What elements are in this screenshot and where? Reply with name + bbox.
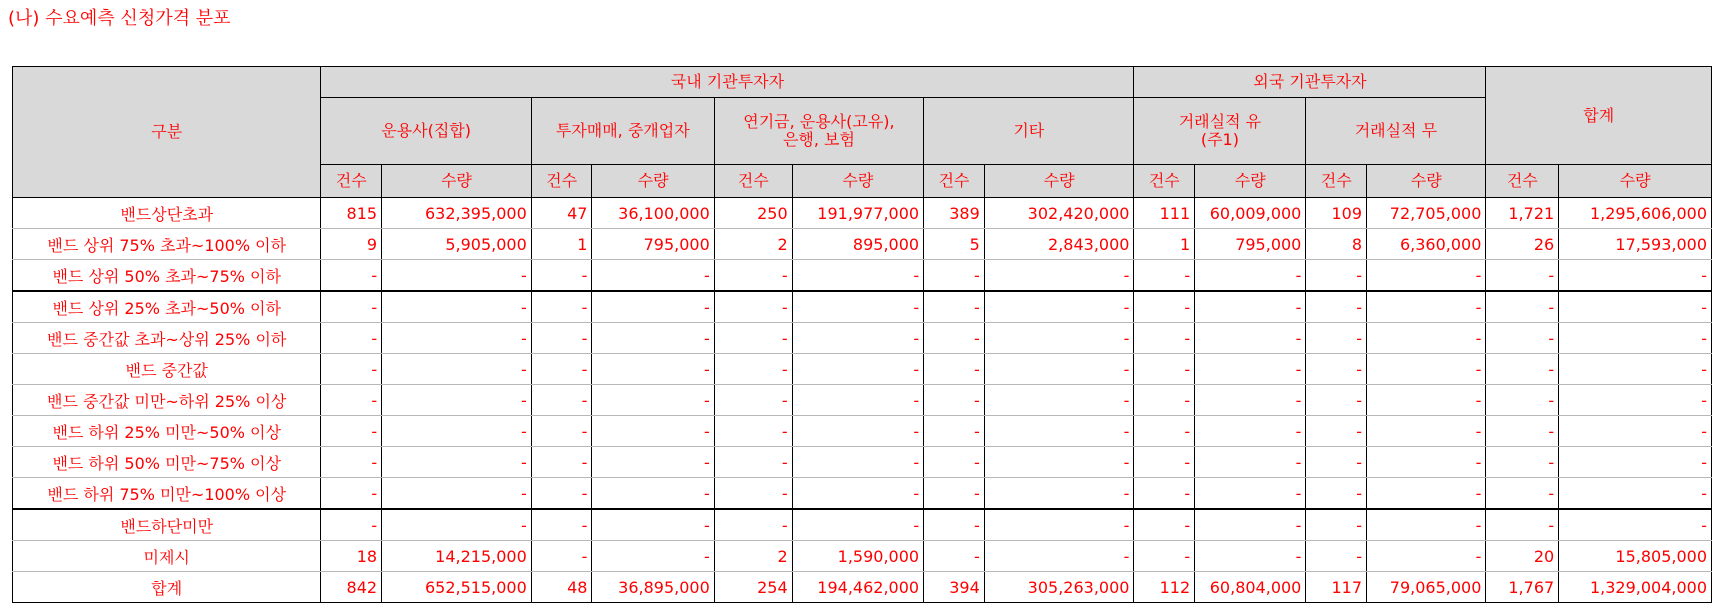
quantity-cell: - <box>592 260 714 292</box>
count-cell: - <box>1306 416 1367 447</box>
count-cell: - <box>1486 509 1559 541</box>
count-cell: - <box>321 354 382 385</box>
quantity-cell: 15,805,000 <box>1559 541 1712 572</box>
quantity-cell: - <box>1195 323 1306 354</box>
count-cell: - <box>924 354 985 385</box>
quantity-cell: 14,215,000 <box>382 541 532 572</box>
quantity-cell: - <box>1367 416 1486 447</box>
quantity-cell: 302,420,000 <box>984 198 1134 229</box>
quantity-cell: 36,100,000 <box>592 198 714 229</box>
count-cell: - <box>531 447 592 478</box>
row-label: 밴드 하위 50% 미만~75% 이상 <box>13 447 321 478</box>
count-cell: 394 <box>924 572 985 603</box>
count-cell: - <box>531 260 592 292</box>
header-quantity: 수량 <box>1195 165 1306 198</box>
table-row <box>13 385 1712 416</box>
count-cell: - <box>714 509 792 541</box>
quantity-cell: - <box>592 385 714 416</box>
row-label: 밴드 상위 25% 초과~50% 이하 <box>13 291 321 323</box>
quantity-cell: - <box>1195 509 1306 541</box>
header-count: 건수 <box>321 165 382 198</box>
header-count: 건수 <box>1486 165 1559 198</box>
count-cell: - <box>321 416 382 447</box>
quantity-cell: - <box>792 323 923 354</box>
count-cell: - <box>714 478 792 510</box>
quantity-cell: - <box>1367 291 1486 323</box>
table-row <box>13 541 1712 572</box>
header-count: 건수 <box>531 165 592 198</box>
count-cell: - <box>1306 323 1367 354</box>
count-cell: - <box>321 385 382 416</box>
count-cell: 8 <box>1306 229 1367 260</box>
quantity-cell: 79,065,000 <box>1367 572 1486 603</box>
quantity-cell: - <box>382 416 532 447</box>
count-cell: - <box>924 260 985 292</box>
quantity-cell: - <box>984 416 1134 447</box>
quantity-cell: - <box>592 478 714 510</box>
quantity-cell: - <box>1559 291 1712 323</box>
count-cell: - <box>924 447 985 478</box>
header-group-pension-line1: 연기금, 운용사(고유), <box>743 112 895 131</box>
count-cell: - <box>924 323 985 354</box>
count-cell: - <box>714 323 792 354</box>
count-cell: 111 <box>1134 198 1195 229</box>
quantity-cell: 2,843,000 <box>984 229 1134 260</box>
quantity-cell: - <box>984 509 1134 541</box>
quantity-cell: - <box>1559 447 1712 478</box>
count-cell: 842 <box>321 572 382 603</box>
header-quantity: 수량 <box>792 165 923 198</box>
quantity-cell: - <box>792 509 923 541</box>
quantity-cell: 632,395,000 <box>382 198 532 229</box>
count-cell: 1 <box>1134 229 1195 260</box>
quantity-cell: - <box>1195 478 1306 510</box>
quantity-cell: - <box>1195 447 1306 478</box>
header-count: 건수 <box>1306 165 1367 198</box>
row-label: 미제시 <box>13 541 321 572</box>
header-group-brokers: 투자매매, 중개업자 <box>531 98 714 165</box>
count-cell: - <box>714 447 792 478</box>
count-cell: - <box>321 478 382 510</box>
count-cell: - <box>531 385 592 416</box>
count-cell: - <box>1134 385 1195 416</box>
count-cell: - <box>924 541 985 572</box>
quantity-cell: 652,515,000 <box>382 572 532 603</box>
table-row <box>13 572 1712 603</box>
count-cell: - <box>1306 385 1367 416</box>
quantity-cell: - <box>984 291 1134 323</box>
count-cell: - <box>1134 291 1195 323</box>
quantity-cell: - <box>1559 416 1712 447</box>
count-cell: 250 <box>714 198 792 229</box>
quantity-cell: - <box>382 509 532 541</box>
quantity-cell: - <box>592 323 714 354</box>
count-cell: - <box>1134 323 1195 354</box>
quantity-cell: 60,804,000 <box>1195 572 1306 603</box>
quantity-cell: 1,590,000 <box>792 541 923 572</box>
quantity-cell: - <box>1367 509 1486 541</box>
count-cell: - <box>1134 354 1195 385</box>
quantity-cell: 1,295,606,000 <box>1559 198 1712 229</box>
header-group-without-trading-record: 거래실적 무 <box>1306 98 1486 165</box>
table-row <box>13 198 1712 229</box>
count-cell: - <box>1486 416 1559 447</box>
count-cell: - <box>924 478 985 510</box>
count-cell: 117 <box>1306 572 1367 603</box>
row-label: 합계 <box>13 572 321 603</box>
quantity-cell: - <box>792 385 923 416</box>
row-label: 밴드하단미만 <box>13 509 321 541</box>
count-cell: - <box>531 291 592 323</box>
quantity-cell: - <box>792 354 923 385</box>
quantity-cell: 795,000 <box>592 229 714 260</box>
count-cell: - <box>1134 447 1195 478</box>
count-cell: - <box>1134 478 1195 510</box>
quantity-cell: - <box>1367 478 1486 510</box>
count-cell: 2 <box>714 541 792 572</box>
header-group-pension-bank-insurance <box>714 98 923 165</box>
header-quantity: 수량 <box>382 165 532 198</box>
row-label: 밴드 하위 25% 미만~50% 이상 <box>13 416 321 447</box>
count-cell: - <box>1134 260 1195 292</box>
row-label: 밴드 중간값 초과~상위 25% 이하 <box>13 323 321 354</box>
count-cell: 20 <box>1486 541 1559 572</box>
quantity-cell: - <box>382 478 532 510</box>
quantity-cell: - <box>1195 416 1306 447</box>
header-group-pension-line2: 은행, 보험 <box>782 130 855 149</box>
table-row <box>13 416 1712 447</box>
row-label: 밴드 중간값 <box>13 354 321 385</box>
count-cell: 389 <box>924 198 985 229</box>
count-cell: - <box>1306 509 1367 541</box>
count-cell: - <box>924 385 985 416</box>
quantity-cell: - <box>382 291 532 323</box>
header-count: 건수 <box>924 165 985 198</box>
quantity-cell: - <box>1195 354 1306 385</box>
count-cell: - <box>321 447 382 478</box>
count-cell: - <box>1306 291 1367 323</box>
count-cell: - <box>1486 354 1559 385</box>
quantity-cell: - <box>1559 385 1712 416</box>
count-cell: - <box>321 323 382 354</box>
count-cell: 1 <box>531 229 592 260</box>
section-title: (나) 수요예측 신청가격 분포 <box>8 8 231 29</box>
quantity-cell: - <box>1367 323 1486 354</box>
quantity-cell: 5,905,000 <box>382 229 532 260</box>
quantity-cell: - <box>1195 541 1306 572</box>
quantity-cell: - <box>984 354 1134 385</box>
row-label: 밴드 하위 75% 미만~100% 이상 <box>13 478 321 510</box>
quantity-cell: - <box>984 385 1134 416</box>
count-cell: - <box>531 541 592 572</box>
table-row <box>13 478 1712 510</box>
count-cell: - <box>714 291 792 323</box>
count-cell: 18 <box>321 541 382 572</box>
quantity-cell: - <box>1367 541 1486 572</box>
demand-forecast-price-distribution-table <box>12 66 1712 603</box>
count-cell: - <box>321 260 382 292</box>
table-row <box>13 354 1712 385</box>
quantity-cell: 36,895,000 <box>592 572 714 603</box>
count-cell: - <box>924 509 985 541</box>
quantity-cell: - <box>382 354 532 385</box>
quantity-cell: 60,009,000 <box>1195 198 1306 229</box>
count-cell: - <box>531 509 592 541</box>
quantity-cell: - <box>592 541 714 572</box>
quantity-cell: - <box>1367 385 1486 416</box>
quantity-cell: - <box>1559 509 1712 541</box>
count-cell: 254 <box>714 572 792 603</box>
quantity-cell: - <box>792 447 923 478</box>
quantity-cell: 194,462,000 <box>792 572 923 603</box>
count-cell: - <box>531 478 592 510</box>
quantity-cell: - <box>1367 260 1486 292</box>
header-group-with-record-note: (주1) <box>1200 130 1239 149</box>
quantity-cell: - <box>1195 385 1306 416</box>
table-row <box>13 447 1712 478</box>
quantity-cell: - <box>792 416 923 447</box>
count-cell: 112 <box>1134 572 1195 603</box>
quantity-cell: 305,263,000 <box>984 572 1134 603</box>
quantity-cell: - <box>382 323 532 354</box>
quantity-cell: - <box>1367 447 1486 478</box>
quantity-cell: - <box>1367 354 1486 385</box>
count-cell: 47 <box>531 198 592 229</box>
count-cell: 9 <box>321 229 382 260</box>
quantity-cell: - <box>382 260 532 292</box>
count-cell: 1,721 <box>1486 198 1559 229</box>
count-cell: 5 <box>924 229 985 260</box>
quantity-cell: 1,329,004,000 <box>1559 572 1712 603</box>
count-cell: - <box>1306 478 1367 510</box>
count-cell: - <box>1306 354 1367 385</box>
count-cell: - <box>1134 509 1195 541</box>
count-cell: - <box>714 354 792 385</box>
header-group-asset-manager-collective: 운용사(집합) <box>321 98 531 165</box>
header-group-with-trading-record <box>1134 98 1306 165</box>
count-cell: - <box>531 354 592 385</box>
quantity-cell: - <box>1195 291 1306 323</box>
count-cell: - <box>714 416 792 447</box>
header-quantity: 수량 <box>984 165 1134 198</box>
quantity-cell: - <box>984 260 1134 292</box>
table-row <box>13 323 1712 354</box>
count-cell: - <box>1486 291 1559 323</box>
quantity-cell: - <box>592 291 714 323</box>
count-cell: - <box>1486 385 1559 416</box>
count-cell: - <box>321 291 382 323</box>
quantity-cell: - <box>592 354 714 385</box>
count-cell: - <box>531 323 592 354</box>
count-cell: 26 <box>1486 229 1559 260</box>
quantity-cell: 795,000 <box>1195 229 1306 260</box>
header-count: 건수 <box>1134 165 1195 198</box>
quantity-cell: - <box>1559 260 1712 292</box>
quantity-cell: - <box>792 478 923 510</box>
quantity-cell: 895,000 <box>792 229 923 260</box>
count-cell: - <box>1306 260 1367 292</box>
quantity-cell: - <box>1195 260 1306 292</box>
count-cell: - <box>1306 541 1367 572</box>
quantity-cell: 72,705,000 <box>1367 198 1486 229</box>
count-cell: - <box>1486 260 1559 292</box>
quantity-cell: - <box>1559 323 1712 354</box>
header-quantity: 수량 <box>1367 165 1486 198</box>
count-cell: - <box>1486 478 1559 510</box>
count-cell: - <box>714 260 792 292</box>
quantity-cell: - <box>792 291 923 323</box>
table-row <box>13 291 1712 323</box>
count-cell: 1,767 <box>1486 572 1559 603</box>
quantity-cell: - <box>984 478 1134 510</box>
count-cell: - <box>924 416 985 447</box>
row-label: 밴드 상위 75% 초과~100% 이하 <box>13 229 321 260</box>
header-domestic-institutions: 국내 기관투자자 <box>321 67 1134 98</box>
table-row <box>13 229 1712 260</box>
count-cell: - <box>1134 416 1195 447</box>
count-cell: 48 <box>531 572 592 603</box>
quantity-cell: - <box>382 447 532 478</box>
count-cell: - <box>1134 541 1195 572</box>
row-label: 밴드 상위 50% 초과~75% 이하 <box>13 260 321 292</box>
quantity-cell: - <box>592 447 714 478</box>
header-count: 건수 <box>714 165 792 198</box>
count-cell: - <box>1486 323 1559 354</box>
header-group-with-record-line1: 거래실적 유 <box>1178 112 1262 131</box>
quantity-cell: - <box>984 323 1134 354</box>
row-label: 밴드 중간값 미만~하위 25% 이상 <box>13 385 321 416</box>
quantity-cell: - <box>984 447 1134 478</box>
count-cell: - <box>924 291 985 323</box>
count-cell: 815 <box>321 198 382 229</box>
count-cell: - <box>1306 447 1367 478</box>
header-quantity: 수량 <box>1559 165 1712 198</box>
count-cell: - <box>321 509 382 541</box>
quantity-cell: - <box>1559 354 1712 385</box>
quantity-cell: - <box>592 416 714 447</box>
quantity-cell: 6,360,000 <box>1367 229 1486 260</box>
count-cell: 2 <box>714 229 792 260</box>
quantity-cell: - <box>792 260 923 292</box>
table-row <box>13 509 1712 541</box>
header-quantity: 수량 <box>592 165 714 198</box>
count-cell: 109 <box>1306 198 1367 229</box>
quantity-cell: - <box>984 541 1134 572</box>
quantity-cell: 17,593,000 <box>1559 229 1712 260</box>
table-row <box>13 260 1712 292</box>
header-foreign-institutions: 외국 기관투자자 <box>1134 67 1486 98</box>
count-cell: - <box>1486 447 1559 478</box>
header-category: 구분 <box>13 67 321 198</box>
quantity-cell: - <box>592 509 714 541</box>
quantity-cell: - <box>1559 478 1712 510</box>
quantity-cell: 191,977,000 <box>792 198 923 229</box>
header-total: 합계 <box>1486 67 1712 165</box>
count-cell: - <box>714 385 792 416</box>
header-group-other: 기타 <box>924 98 1134 165</box>
count-cell: - <box>531 416 592 447</box>
quantity-cell: - <box>382 385 532 416</box>
row-label: 밴드상단초과 <box>13 198 321 229</box>
